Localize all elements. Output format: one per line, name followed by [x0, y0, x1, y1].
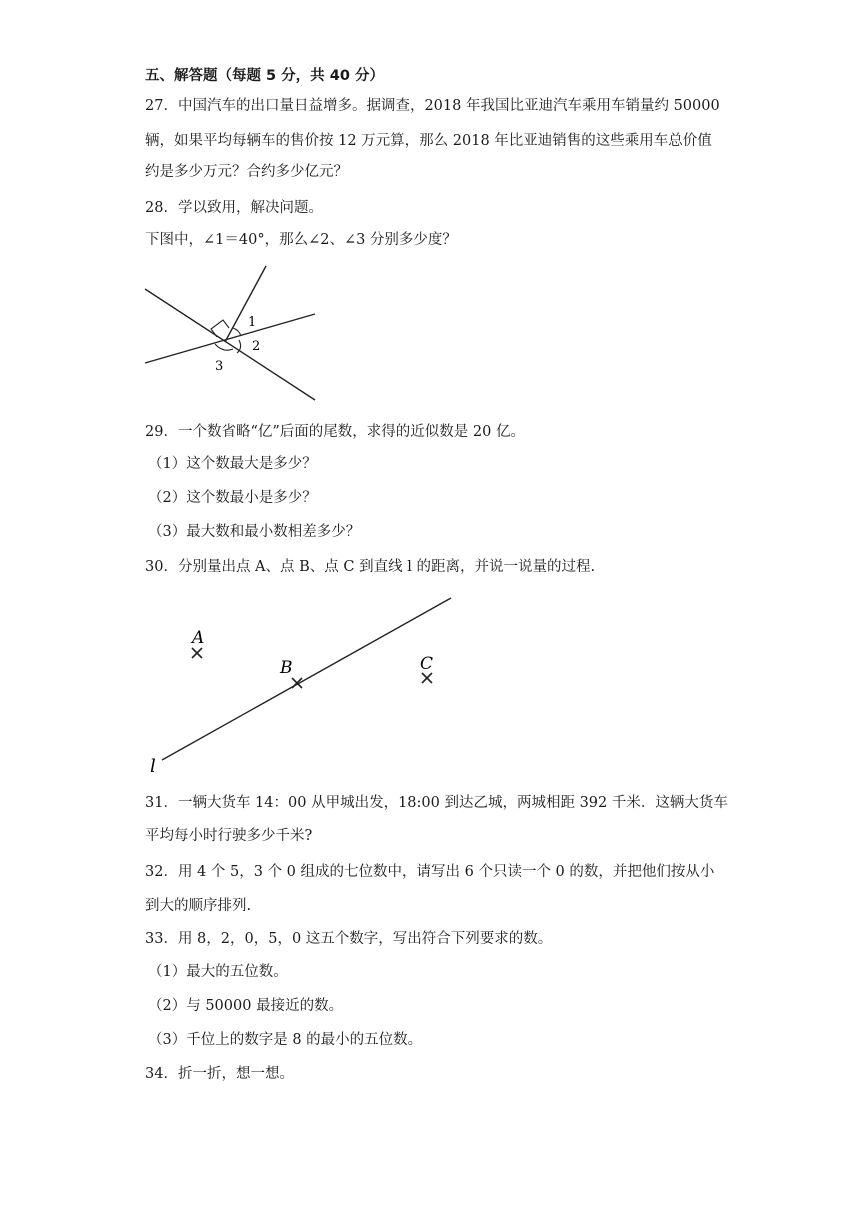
point-c-mark	[422, 673, 432, 683]
distance-figure	[140, 590, 470, 780]
angle-1-arc	[233, 328, 241, 336]
question-33-line-2: （1）最大的五位数。	[148, 964, 288, 980]
angle-label-3: 3	[215, 359, 224, 374]
question-27-line-3: 约是多少万元？合约多少亿元？	[145, 164, 348, 180]
line-l	[162, 598, 451, 760]
question-32-line-2: 到大的顺序排列.	[145, 898, 252, 914]
question-34-line-1: 34．折一折，想一想。	[145, 1066, 294, 1082]
question-33-line-4: （3）千位上的数字是 8 的最小的五位数。	[148, 1032, 423, 1048]
question-27-line-1: 27．中国汽车的出口量日益增多。据调查，2018 年我国比亚迪汽车乘用车销量约 50000	[145, 98, 720, 114]
question-29-line-3: （2）这个数最小是多少？	[148, 490, 317, 506]
question-27-line-2: 辆，如果平均每辆车的售价按 12 万元算，那么 2018 年比亚迪销售的这些乘用车总价值	[145, 133, 712, 149]
angle-label-1: 1	[248, 315, 257, 330]
question-33-line-3: （2）与 50000 最接近的数。	[148, 998, 344, 1014]
angle-figure-line-1	[145, 289, 315, 400]
angle-figure-line-2	[145, 314, 315, 363]
point-c-label: C	[420, 654, 434, 674]
point-b-label: B	[280, 658, 293, 678]
question-29-line-2: （1）这个数最大是多少？	[148, 456, 317, 472]
question-28-line-2: 下图中，∠1＝40°，那么∠2、∠3 分别多少度？	[145, 232, 457, 248]
angle-label-2: 2	[252, 339, 261, 354]
question-31-line-1: 31．一辆大货车 14：00 从甲城出发，18:00 到达乙城，两城相距 392 千米．这辆大货车	[145, 795, 728, 811]
question-28-line-1: 28．学以致用，解决问题。	[145, 200, 323, 216]
point-a-mark	[192, 648, 202, 658]
question-31-line-2: 平均每小时行驶多少千米?	[145, 828, 313, 844]
angle-figure	[135, 258, 335, 408]
question-33-line-1: 33．用 8，2，0，5，0 这五个数字，写出符合下列要求的数。	[145, 931, 553, 947]
question-30-line-1: 30．分别量出点 A、点 B、点 C 到直线 l 的距离，并说一说量的过程.	[145, 559, 596, 575]
section-title: 五、解答题（每题 5 分，共 40 分）	[145, 68, 384, 84]
point-a-label: A	[192, 628, 205, 648]
line-l-label: l	[150, 756, 156, 777]
question-29-line-4: （3）最大数和最小数相差多少？	[148, 524, 361, 540]
question-29-line-1: 29．一个数省略“亿”后面的尾数，求得的近似数是 20 亿。	[145, 424, 525, 440]
question-32-line-1: 32．用 4 个 5，3 个 0 组成的七位数中，请写出 6 个只读一个 0 的数，并把他们按从小	[145, 864, 715, 880]
